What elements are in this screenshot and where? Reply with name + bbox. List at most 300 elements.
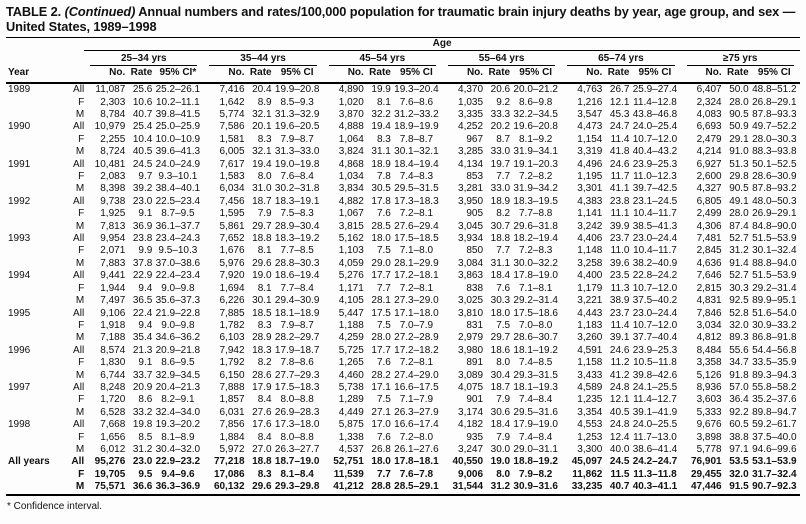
ci-cell: 25.0–25.9 bbox=[155, 121, 201, 133]
no-cell: 4,306 bbox=[696, 220, 722, 232]
rate-cell: 20.4 bbox=[252, 84, 272, 96]
ci-cell: 23.9–25.3 bbox=[632, 344, 678, 356]
rate-cell: 40.5 bbox=[132, 146, 153, 158]
no-cell: 1,035 bbox=[458, 96, 484, 108]
year-cell bbox=[6, 481, 54, 494]
no-cell: 1,884 bbox=[219, 431, 245, 443]
ci-cell: 29.0–31.1 bbox=[513, 443, 558, 455]
no-cell: 4,496 bbox=[577, 158, 603, 170]
rate-cell: 20.1 bbox=[252, 121, 272, 133]
age-group-header-4 bbox=[561, 51, 680, 67]
ci-cell: 7.6–8.4 bbox=[280, 171, 314, 183]
ci-cell: 26.3–27.7 bbox=[274, 443, 320, 455]
sex-cell: F bbox=[78, 245, 85, 257]
ci-cell: 16.6–17.4 bbox=[394, 419, 439, 431]
rate-cell: 18.0 bbox=[490, 307, 511, 319]
no-cell: 3,242 bbox=[577, 220, 603, 232]
rate-cell: 32.0 bbox=[729, 468, 749, 480]
ci-cell: 17.8–18.1 bbox=[394, 456, 439, 468]
rate-cell: 18.6 bbox=[490, 344, 511, 356]
no-cell: 3,258 bbox=[577, 257, 603, 269]
ci-cell: 94.6–99.6 bbox=[752, 443, 797, 455]
no-cell: 95,276 bbox=[94, 456, 126, 468]
no-cell: 3,898 bbox=[696, 431, 722, 443]
no-cell: 3,354 bbox=[577, 406, 603, 418]
no-cell: 6,407 bbox=[696, 84, 722, 96]
no-cell: 4,252 bbox=[458, 121, 484, 133]
ci-cell: 51.5–53.9 bbox=[752, 270, 797, 282]
ci-cell: 29.5–31.6 bbox=[513, 406, 558, 418]
ci-cell: 27.7–29.3 bbox=[274, 369, 320, 381]
no-cell: 8,574 bbox=[100, 344, 126, 356]
no-cell: 7,188 bbox=[100, 332, 126, 344]
ci-cell: 7.5–8.3 bbox=[280, 208, 314, 220]
ci-cell: 29.5–31.5 bbox=[394, 183, 439, 195]
ci-cell: 11.4–12.8 bbox=[633, 96, 677, 108]
ci-cell: 36.3–36.9 bbox=[152, 481, 203, 494]
rate-cell: 90.5 bbox=[729, 183, 749, 195]
ci-cell: 51.5–53.9 bbox=[752, 233, 797, 245]
ci-cell: 8.5–9.3 bbox=[280, 96, 314, 108]
age-group-label: 55–64 yrs bbox=[448, 52, 555, 66]
no-cell: 8,784 bbox=[100, 109, 126, 120]
rate-cell: 28.9 bbox=[252, 332, 272, 344]
ci-cell: 54.4–56.8 bbox=[752, 344, 797, 356]
no-cell: 7,846 bbox=[696, 307, 722, 319]
sex-cell: F bbox=[78, 208, 85, 220]
ci-cell: 18.7–19.0 bbox=[274, 456, 320, 468]
no-cell: 1,676 bbox=[219, 245, 245, 257]
ci-cell: 10.7–12.0 bbox=[632, 282, 678, 294]
no-cell: 1,782 bbox=[219, 319, 245, 331]
table-row bbox=[6, 109, 800, 121]
rate-cell: 31.0 bbox=[252, 183, 272, 195]
rate-cell: 52.7 bbox=[729, 233, 749, 245]
no-cell: 1,154 bbox=[577, 133, 603, 145]
no-cell: 2,071 bbox=[100, 245, 126, 257]
no-cell: 1,595 bbox=[219, 208, 245, 220]
ci-cell: 7.8–8.7 bbox=[399, 133, 434, 145]
rate-cell: 17.1 bbox=[371, 381, 391, 393]
ci-cell: 53.1–53.9 bbox=[752, 456, 797, 468]
ci-cell: 7.2–8.1 bbox=[399, 282, 434, 294]
ci-cell: 26.1–27.6 bbox=[394, 443, 439, 455]
no-cell: 7,668 bbox=[100, 419, 126, 431]
no-cell: 4,460 bbox=[338, 369, 364, 381]
rate-cell: 8.3 bbox=[257, 319, 272, 331]
ci-cell: 17.2–18.1 bbox=[394, 270, 439, 282]
ci-cell: 26.9–29.1 bbox=[752, 208, 797, 220]
rate-cell: 8.3 bbox=[257, 133, 272, 145]
ci-cell: 7.4–8.5 bbox=[518, 357, 553, 369]
sex-cell: M bbox=[54, 481, 84, 494]
ci-cell: 8.1–8.4 bbox=[280, 468, 314, 480]
ci-cell: 10.4–11.7 bbox=[633, 245, 677, 257]
year-cell: 1997 bbox=[8, 381, 31, 393]
no-cell: 3,045 bbox=[458, 220, 484, 232]
sex-cell: F bbox=[78, 431, 85, 443]
no-cell: 1,925 bbox=[100, 208, 126, 220]
ci-cell: 20.0–21.2 bbox=[513, 84, 558, 96]
ci-cell: 8.6–9.8 bbox=[518, 96, 553, 108]
rate-cell: 49.1 bbox=[729, 195, 749, 207]
year-cell bbox=[6, 183, 54, 195]
no-cell: 7,586 bbox=[219, 121, 245, 133]
table-row bbox=[6, 121, 800, 133]
rate-cell: 91.4 bbox=[729, 257, 749, 269]
ci-cell: 10.2–11.1 bbox=[156, 96, 200, 108]
no-cell: 7,416 bbox=[219, 84, 245, 96]
rate-cell: 18.0 bbox=[371, 456, 391, 468]
ci-cell: 17.5–18.6 bbox=[513, 307, 558, 319]
ci-column-header: 95% CI bbox=[749, 66, 800, 83]
rate-cell: 40.0 bbox=[609, 443, 630, 455]
no-cell: 4,537 bbox=[338, 443, 364, 455]
no-cell: 4,075 bbox=[458, 381, 484, 393]
ci-cell: 43.8–46.8 bbox=[632, 109, 678, 120]
ci-cell: 10.5–11.8 bbox=[633, 357, 677, 369]
year-cell: 1992 bbox=[8, 195, 31, 207]
no-cell: 1,253 bbox=[577, 431, 603, 443]
no-cell: 1,034 bbox=[338, 171, 364, 183]
no-cell: 1,289 bbox=[338, 394, 364, 406]
table-row bbox=[6, 146, 800, 158]
no-cell: 6,150 bbox=[219, 369, 245, 381]
rate-cell: 36.5 bbox=[132, 295, 153, 307]
no-cell: 4,589 bbox=[577, 381, 603, 393]
ci-cell: 9.0–9.8 bbox=[161, 282, 195, 294]
ci-cell: 19.0–19.8 bbox=[274, 158, 320, 170]
rate-cell: 36.9 bbox=[132, 220, 153, 232]
no-cell: 3,547 bbox=[577, 109, 603, 120]
ci-cell: 8.0–8.8 bbox=[280, 394, 314, 406]
year-cell bbox=[6, 134, 54, 146]
rate-cell: 24.8 bbox=[609, 419, 630, 431]
ci-cell: 17.3–18.0 bbox=[274, 419, 320, 431]
ci-cell: 18.1–18.9 bbox=[274, 307, 320, 319]
no-cell: 7,481 bbox=[696, 233, 722, 245]
no-cell: 6,012 bbox=[100, 443, 126, 455]
rate-cell: 10.4 bbox=[132, 133, 153, 145]
ci-cell: 34.6–36.2 bbox=[155, 332, 201, 344]
rate-cell: 60.5 bbox=[729, 419, 749, 431]
no-cell: 3,335 bbox=[458, 109, 484, 120]
rate-cell: 17.5 bbox=[371, 307, 391, 319]
rate-cell: 91.8 bbox=[729, 369, 749, 381]
table-row bbox=[6, 283, 800, 295]
ci-cell: 9.5–10.3 bbox=[158, 245, 198, 257]
ci-cell: 39.8–42.6 bbox=[632, 369, 678, 381]
no-cell: 3,863 bbox=[458, 270, 484, 282]
no-cell: 4,812 bbox=[696, 332, 722, 344]
rate-cell: 8.2 bbox=[257, 357, 272, 369]
no-cell: 52,751 bbox=[333, 456, 364, 468]
no-cell: 4,888 bbox=[338, 121, 364, 133]
rate-cell: 9.7 bbox=[138, 171, 153, 183]
ci-cell: 7.1–8.1 bbox=[518, 282, 553, 294]
no-cell: 4,134 bbox=[458, 158, 484, 170]
ci-cell: 39.6–41.3 bbox=[155, 146, 201, 158]
no-cell: 7,920 bbox=[219, 270, 245, 282]
rate-cell: 10.6 bbox=[132, 96, 153, 108]
ci-cell: 30.9–33.2 bbox=[752, 319, 797, 331]
ci-cell: 10.0–10.9 bbox=[155, 133, 201, 145]
no-cell: 4,831 bbox=[696, 295, 722, 307]
sex-cell: M bbox=[75, 183, 85, 195]
year-cell bbox=[6, 432, 54, 444]
rate-cell: 30.4 bbox=[490, 369, 511, 381]
ci-cell: 9.0–9.8 bbox=[161, 319, 195, 331]
no-cell: 5,778 bbox=[696, 443, 722, 455]
rate-cell: 8.4 bbox=[257, 431, 272, 443]
rate-cell: 8.5 bbox=[138, 431, 153, 443]
table-row bbox=[6, 97, 800, 109]
ci-cell: 8.7–9.5 bbox=[161, 208, 195, 220]
sex-cell: M bbox=[75, 406, 85, 418]
ci-cell: 18.1–19.2 bbox=[513, 344, 558, 356]
no-cell: 3,815 bbox=[338, 220, 364, 232]
ci-cell: 88.8–94.0 bbox=[752, 257, 797, 269]
ci-cell: 23.1–24.5 bbox=[632, 195, 678, 207]
year-cell bbox=[6, 332, 54, 344]
no-cell: 4,059 bbox=[338, 257, 364, 269]
ci-cell: 10.4–11.7 bbox=[633, 208, 677, 220]
no-column-header: No. bbox=[203, 66, 244, 83]
ci-cell: 19.3–20.2 bbox=[155, 419, 201, 431]
table-row bbox=[6, 382, 800, 394]
rate-cell: 29.1 bbox=[729, 133, 749, 145]
spacer-cell bbox=[6, 51, 84, 67]
no-cell: 2,083 bbox=[100, 171, 126, 183]
ci-cell: 18.8–19.2 bbox=[513, 456, 558, 468]
ci-cell: 22.4–23.4 bbox=[155, 270, 201, 282]
rate-cell: 29.8 bbox=[729, 171, 749, 183]
ci-cell: 32.4–34.0 bbox=[155, 406, 201, 418]
no-cell: 11,087 bbox=[95, 84, 126, 96]
no-cell: 4,370 bbox=[458, 84, 484, 96]
year-cell bbox=[6, 208, 54, 220]
ci-cell: 17.9–19.0 bbox=[513, 419, 558, 431]
rate-cell: 32.0 bbox=[729, 319, 749, 331]
rate-cell: 18.0 bbox=[371, 233, 391, 245]
rate-cell: 19.4 bbox=[252, 158, 272, 170]
age-group-label: 65–74 yrs bbox=[567, 52, 674, 66]
ci-cell: 11.3–11.8 bbox=[633, 468, 677, 480]
table-row bbox=[6, 159, 800, 171]
ci-cell: 7.7–8.8 bbox=[518, 208, 553, 220]
ci-cell: 17.1–18.0 bbox=[394, 307, 439, 319]
no-cell: 7,456 bbox=[219, 195, 245, 207]
no-cell: 8,248 bbox=[100, 381, 126, 393]
sex-cell: M bbox=[75, 146, 85, 158]
no-cell: 1,188 bbox=[338, 319, 364, 331]
rate-cell: 24.5 bbox=[132, 158, 153, 170]
ci-cell: 31.3–33.0 bbox=[274, 146, 320, 158]
no-cell: 2,499 bbox=[696, 208, 722, 220]
rate-cell: 39.6 bbox=[609, 257, 630, 269]
ci-cell: 48.8–51.2 bbox=[752, 84, 797, 96]
table-row bbox=[6, 83, 800, 96]
no-cell: 7,883 bbox=[100, 257, 126, 269]
year-cell bbox=[6, 146, 54, 158]
year-cell bbox=[6, 357, 54, 369]
rate-cell: 8.0 bbox=[496, 468, 511, 480]
rate-cell: 30.5 bbox=[371, 183, 391, 195]
sex-cell: M bbox=[75, 109, 85, 120]
table-row bbox=[6, 245, 800, 257]
table-row bbox=[6, 419, 800, 431]
rate-cell: 92.5 bbox=[729, 295, 749, 307]
no-cell: 6,927 bbox=[696, 158, 722, 170]
sex-cell: All bbox=[73, 158, 85, 170]
ci-cell: 7.9–8.7 bbox=[280, 319, 314, 331]
no-cell: 3,834 bbox=[338, 183, 364, 195]
sex-cell: F bbox=[78, 357, 85, 369]
ci-cell: 7.6–7.8 bbox=[399, 468, 434, 480]
ci-cell: 21.9–22.8 bbox=[155, 307, 201, 319]
year-cell bbox=[6, 171, 54, 183]
year-cell: All years bbox=[8, 456, 50, 468]
rate-cell: 28.0 bbox=[729, 208, 749, 220]
rate-cell: 8.3 bbox=[257, 468, 272, 480]
ci-cell: 30.9–31.6 bbox=[510, 481, 561, 494]
rate-cell: 18.3 bbox=[252, 344, 272, 356]
rate-cell: 7.6 bbox=[376, 431, 391, 443]
ci-cell: 17.9–18.7 bbox=[274, 344, 320, 356]
rate-cell: 9.1 bbox=[138, 208, 153, 220]
table-row bbox=[6, 208, 800, 220]
ci-column-header: 95% CI bbox=[272, 66, 323, 83]
sex-cell: M bbox=[75, 369, 85, 381]
ci-cell: 29.2–31.4 bbox=[513, 295, 558, 307]
rate-cell: 31.1 bbox=[490, 257, 511, 269]
table-title-text: Annual numbers and rates/100,000 population for traumatic brain injury deaths by year, age group, and sex — United States, 1989–1998 bbox=[6, 4, 796, 35]
rate-cell: 19.0 bbox=[252, 270, 272, 282]
no-column-header: No. bbox=[561, 66, 602, 83]
no-cell: 7,813 bbox=[100, 220, 126, 232]
rate-cell: 90.5 bbox=[729, 109, 749, 120]
ci-cell: 26.3–27.9 bbox=[394, 406, 439, 418]
no-cell: 1,067 bbox=[338, 208, 364, 220]
confidence-interval-footnote: * Confidence interval. bbox=[7, 500, 103, 512]
rate-cell: 30.1 bbox=[252, 295, 272, 307]
rate-cell: 28.8 bbox=[364, 481, 391, 494]
rate-cell: 27.0 bbox=[252, 443, 272, 455]
no-cell: 3,810 bbox=[458, 307, 484, 319]
rate-cell: 29.7 bbox=[252, 220, 272, 232]
ci-cell: 11.4–12.7 bbox=[633, 394, 677, 406]
no-cell: 5,972 bbox=[219, 443, 245, 455]
rate-cell: 34.7 bbox=[729, 357, 749, 369]
ci-cell: 19.9–20.8 bbox=[274, 84, 320, 96]
no-cell: 1,141 bbox=[577, 208, 603, 220]
no-cell: 3,358 bbox=[696, 357, 722, 369]
rate-cell: 39.2 bbox=[132, 183, 153, 195]
ci-cell: 87.8–93.3 bbox=[752, 109, 797, 120]
no-cell: 5,333 bbox=[696, 406, 722, 418]
rate-cell: 8.4 bbox=[257, 394, 272, 406]
no-cell: 77,218 bbox=[213, 456, 245, 468]
no-cell: 29,455 bbox=[691, 468, 722, 480]
no-cell: 905 bbox=[466, 208, 484, 220]
year-cell bbox=[6, 109, 54, 121]
no-cell: 1,103 bbox=[338, 245, 364, 257]
ci-cell: 7.7–8.5 bbox=[280, 245, 314, 257]
ci-cell: 38.2–40.9 bbox=[632, 257, 678, 269]
no-cell: 1,694 bbox=[219, 282, 245, 294]
rate-cell: 12.1 bbox=[609, 96, 630, 108]
no-cell: 9,738 bbox=[100, 195, 126, 207]
no-cell: 60,132 bbox=[203, 481, 244, 494]
rate-cell: 18.8 bbox=[252, 456, 272, 468]
rate-cell: 17.7 bbox=[371, 270, 391, 282]
year-cell: 1989 bbox=[8, 84, 31, 96]
rate-cell: 9.9 bbox=[138, 245, 153, 257]
rate-cell: 52.7 bbox=[729, 270, 749, 282]
ci-cell: 8.2–9.1 bbox=[161, 394, 195, 406]
table-row bbox=[6, 432, 800, 444]
rate-cell: 8.1 bbox=[257, 245, 272, 257]
ci-cell: 89.3–94.3 bbox=[752, 369, 797, 381]
ci-cell: 30.2–31.8 bbox=[274, 183, 320, 195]
ci-cell: 24.0–24.9 bbox=[155, 158, 201, 170]
no-cell: 6,528 bbox=[100, 406, 126, 418]
ci-cell: 37.5–40.0 bbox=[752, 431, 797, 443]
table-title bbox=[6, 4, 798, 34]
rate-cell: 31.2 bbox=[132, 443, 153, 455]
rate-cell: 7.5 bbox=[496, 319, 511, 331]
sex-cell: All bbox=[73, 121, 85, 133]
table-row bbox=[6, 134, 800, 146]
ci-cell: 84.8–90.0 bbox=[752, 220, 797, 232]
ci-cell: 29.3–29.8 bbox=[272, 481, 323, 494]
ci-cell: 31.9–34.2 bbox=[513, 183, 558, 195]
rate-cell: 55.6 bbox=[729, 344, 749, 356]
no-cell: 4,214 bbox=[696, 146, 722, 158]
ci-cell: 28.6–30.9 bbox=[752, 171, 797, 183]
ci-cell: 28.1–29.9 bbox=[394, 257, 439, 269]
no-cell: 2,479 bbox=[696, 133, 722, 145]
rate-cell: 17.8 bbox=[371, 195, 391, 207]
table-row bbox=[6, 270, 800, 282]
ci-cell: 24.0–25.4 bbox=[632, 121, 678, 133]
no-cell: 831 bbox=[466, 319, 484, 331]
sex-cell: F bbox=[78, 319, 85, 331]
rate-cell: 33.7 bbox=[132, 369, 153, 381]
rate-cell: 19.4 bbox=[371, 121, 391, 133]
ci-cell: 37.5–40.2 bbox=[632, 295, 678, 307]
table-row bbox=[6, 308, 800, 320]
no-cell: 9,954 bbox=[100, 233, 126, 245]
no-cell: 1,265 bbox=[338, 357, 364, 369]
no-cell: 47,446 bbox=[681, 481, 722, 494]
age-group-header-1 bbox=[203, 51, 322, 67]
rate-cell: 7.5 bbox=[376, 319, 391, 331]
rate-cell: 9.2 bbox=[496, 96, 511, 108]
no-cell: 8,484 bbox=[696, 344, 722, 356]
ci-cell: 9.3–10.1 bbox=[158, 171, 198, 183]
no-cell: 3,260 bbox=[577, 332, 603, 344]
age-spanner-header: Age bbox=[84, 38, 800, 51]
rate-cell: 18.7 bbox=[490, 381, 511, 393]
no-cell: 1,792 bbox=[219, 357, 245, 369]
no-cell: 901 bbox=[466, 394, 484, 406]
ci-cell: 90.7–92.3 bbox=[749, 481, 800, 494]
no-cell: 7,497 bbox=[100, 295, 126, 307]
rate-cell: 7.6 bbox=[376, 357, 391, 369]
no-cell: 1,944 bbox=[100, 282, 126, 294]
rate-cell: 28.2 bbox=[371, 369, 391, 381]
